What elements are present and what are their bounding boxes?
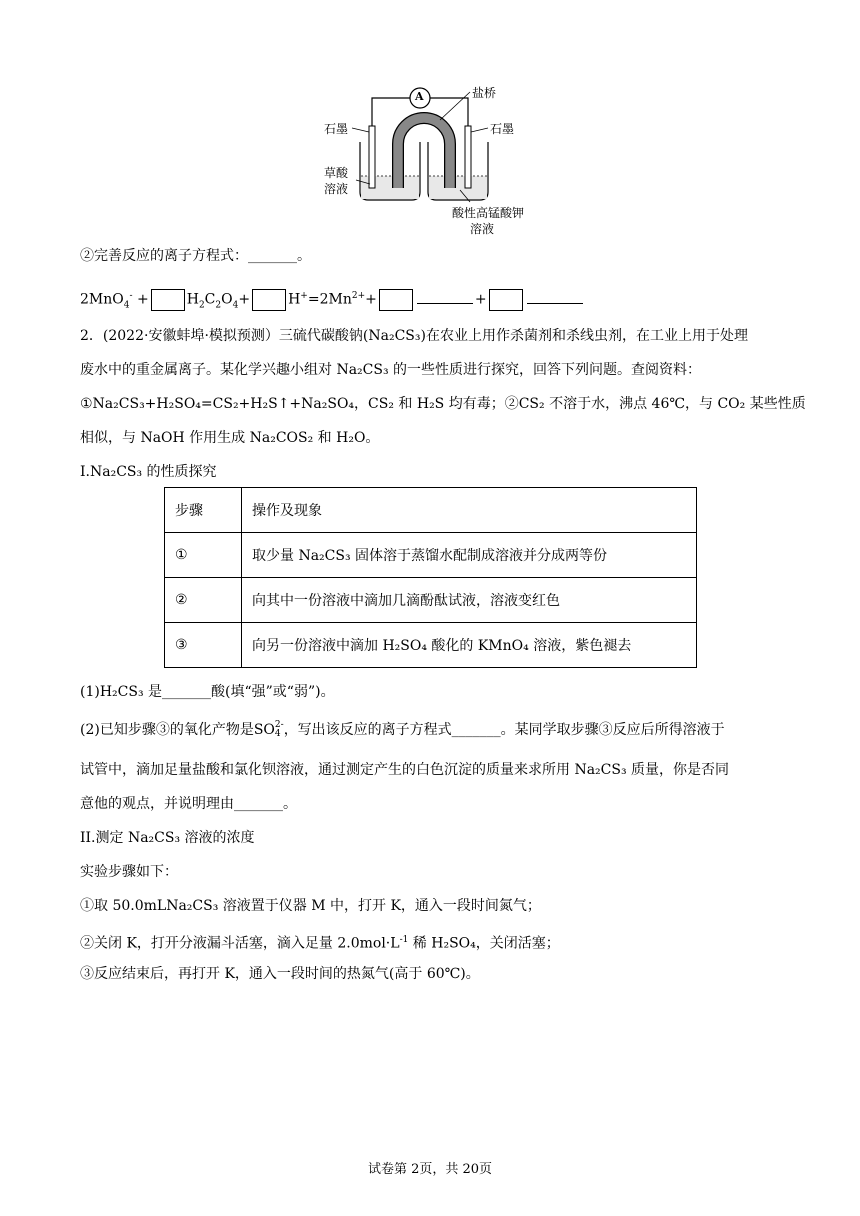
left-solution-label-2: 溶液 [324, 182, 349, 196]
graphite-right-label: 石墨 [490, 122, 515, 136]
table-row [165, 623, 697, 668]
answer-blank[interactable] [527, 289, 583, 304]
coefficient-box[interactable] [379, 289, 413, 311]
step2-b: 稀 H₂SO₄，关闭活塞； [408, 935, 560, 952]
eq-mno4: 2MnO [80, 291, 124, 308]
right-solution-label-1: 酸性高锰酸钾 [452, 206, 525, 220]
table-header: 操作及现象 [242, 488, 697, 533]
equation-line: $2MnO_4^- + H_2C_2O_4+ H^+=2Mn^{2+}+$ + [80, 286, 585, 315]
table-row [165, 533, 697, 578]
q2-line4: 相似，与 NaOH 作用生成 Na₂COS₂ 和 H₂O。 [80, 430, 380, 446]
galvanic-cell-diagram [320, 80, 540, 240]
eq-mn: =2Mn [307, 291, 352, 308]
coefficient-box[interactable] [489, 289, 523, 311]
table-cell: ③ [165, 623, 242, 668]
coefficient-box[interactable] [151, 289, 185, 311]
q2-sub: 4 [274, 729, 281, 739]
eq-sub: 4 [123, 300, 130, 311]
q2-text-a: (2)已知步骤③的氧化产物是SO [80, 722, 275, 738]
section2-title: II.测定 Na₂CS₃ 溶液的浓度 [80, 830, 255, 846]
left-solution-label-1: 草酸 [324, 166, 349, 180]
eq-sub: 4 [232, 300, 239, 311]
eq-sub: 2 [215, 300, 222, 311]
eq-h-plus: H [288, 291, 301, 308]
ammeter-label: A [415, 90, 424, 103]
table-cell: ① [165, 533, 242, 578]
section1-title: I.Na₂CS₃ 的性质探究 [80, 464, 217, 480]
eq-sup: - [129, 291, 133, 301]
eq-o: O [221, 291, 233, 308]
q2-text-b: ，写出该反应的离子方程式_______。某同学取步骤③反应后所得溶液于 [283, 722, 725, 738]
graphite-left-label: 石墨 [324, 122, 349, 136]
coefficient-box[interactable] [252, 289, 286, 311]
eq-c: C [204, 291, 216, 308]
table-row [165, 578, 697, 623]
eq-sup: + [300, 291, 308, 301]
step2-sup: -1 [399, 935, 409, 945]
sulfate-ion [275, 721, 284, 739]
salt-bridge-label: 盐桥 [472, 86, 497, 100]
step2-a: ②关闭 K，打开分液漏斗活塞，滴入足量 2.0mol·L [80, 935, 400, 952]
q2-text [80, 720, 725, 740]
q2-line6: 试管中，滴加足量盐酸和氯化钡溶液，通过测定产生的白色沉淀的质量来求所用 Na₂CS₃ 质量，你是否同 [80, 762, 730, 778]
eq-h: H [186, 291, 199, 308]
q2-line7: 意他的观点，并说明理由_______。 [80, 796, 297, 812]
q2-line3: ①Na₂CS₃+H₂SO₄=CS₂+H₂S↑+Na₂SO₄，CS₂ 和 H₂S 均有毒；②CS₂ 不溶于水，沸点 46℃，与 CO₂ 某些性质 [80, 396, 806, 412]
step2 [80, 930, 560, 954]
table-cell: 向另一份溶液中滴加 H₂SO₄ 酸化的 KMnO₄ 溶液，紫色褪去 [242, 623, 697, 668]
eq-sub: 2 [198, 300, 205, 311]
table-cell: 向其中一份溶液中滴加几滴酚酞试液，溶液变红色 [242, 578, 697, 623]
page-footer: 试卷第 2页，共 20页 [367, 1162, 493, 1177]
steps-table [164, 487, 697, 668]
step1: ①取 50.0mLNa₂CS₃ 溶液置于仪器 M 中，打开 K，通入一段时间氮气； [80, 898, 541, 914]
table-cell: 取少量 Na₂CS₃ 固体溶于蒸馏水配制成溶液并分成两等份 [242, 533, 697, 578]
table-cell: ② [165, 578, 242, 623]
q2-line1: 2．(2022·安徽蚌埠·模拟预测）三硫代碳酸钠(Na₂CS₃)在农业上用作杀菌剂和杀线虫剂，在工业上用于处理 [80, 328, 748, 344]
q2-line2: 废水中的重金属离子。某化学兴趣小组对 Na₂CS₃ 的一些性质进行探究，回答下列问题。查阅资料： [80, 362, 702, 378]
q2-sup: 2- [274, 720, 284, 730]
step3: ③反应结束后，再打开 K，通入一段时间的热氮气(高于 60℃)。 [80, 966, 480, 982]
eq-sup: 2+ [351, 291, 366, 301]
answer-blank[interactable] [417, 289, 473, 304]
table-header: 步骤 [165, 488, 242, 533]
question-part2: ②完善反应的离子方程式：_______。 [80, 248, 311, 264]
table-header-row [165, 488, 697, 533]
steps-title: 实验步骤如下： [80, 864, 178, 880]
right-solution-label-2: 溶液 [470, 222, 495, 236]
q1-text: (1)H₂CS₃ 是_______酸(填“强”或“弱”)。 [80, 684, 335, 700]
